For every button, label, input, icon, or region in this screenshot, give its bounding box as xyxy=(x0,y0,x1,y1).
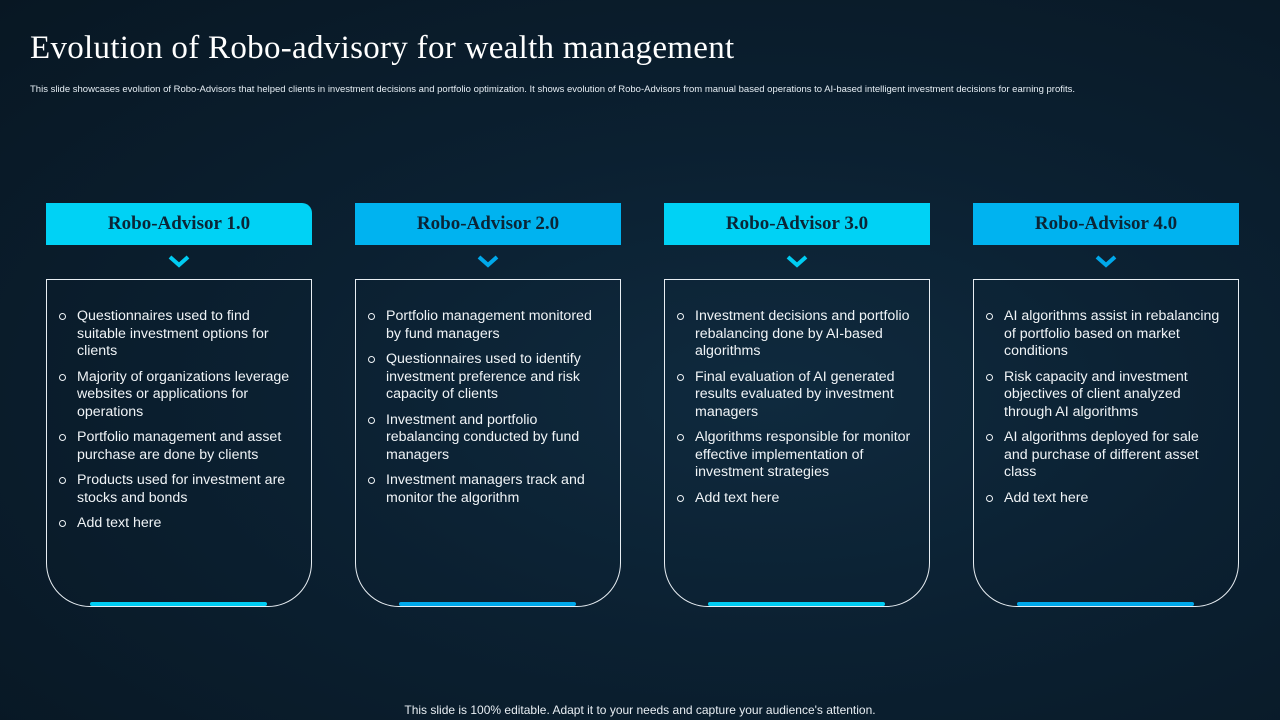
bullet-icon xyxy=(59,477,66,484)
card-accent-bar xyxy=(90,602,267,606)
card-item-list xyxy=(984,308,1226,515)
list-item xyxy=(366,412,608,465)
item-text: Products used for investment are stocks and bonds xyxy=(77,472,286,506)
footer-note: This slide is 100% editable. Adapt it to your needs and capture your audience's attention. xyxy=(404,703,876,717)
bullet-icon xyxy=(368,477,375,484)
card-item-list xyxy=(366,308,608,515)
list-item xyxy=(675,429,917,482)
item-text: Add text here xyxy=(1004,489,1089,506)
card-heading: Robo-Advisor 4.0 xyxy=(973,203,1239,245)
item-text: Investment managers track and monitor the algorithm xyxy=(386,472,585,506)
item-text: Add text here xyxy=(77,515,162,531)
list-item xyxy=(57,515,299,533)
list-item xyxy=(984,369,1226,422)
chevron-down-icon xyxy=(477,255,499,269)
robo-advisor-card-1 xyxy=(46,203,312,608)
item-text: Questionnaires used to identify investment preference and risk capacity of clients xyxy=(386,351,581,402)
list-item xyxy=(57,369,299,422)
bullet-icon xyxy=(368,356,375,363)
bullet-icon xyxy=(59,434,66,441)
list-item xyxy=(984,429,1226,482)
bullet-icon xyxy=(677,374,684,381)
bullet-icon xyxy=(677,434,684,441)
list-item xyxy=(57,472,299,507)
chevron-down-icon xyxy=(1095,255,1117,269)
card-body xyxy=(46,279,312,607)
item-text: Investment and portfolio rebalancing conducted by fund managers xyxy=(386,411,580,463)
bullet-icon xyxy=(59,520,66,527)
bullet-icon xyxy=(986,434,993,441)
item-text: Investment decisions and portfolio rebalancing done by AI-based algorithms xyxy=(695,308,910,359)
bullet-icon xyxy=(368,417,375,424)
item-text: Risk capacity and investment objectives of client analyzed through AI algorithms xyxy=(1004,368,1188,420)
chevron-down-icon xyxy=(168,255,190,269)
card-body xyxy=(664,279,930,607)
item-text: AI algorithms deployed for sale and purchase of different asset class xyxy=(1004,429,1199,480)
list-item xyxy=(984,490,1226,508)
list-item xyxy=(984,308,1226,361)
card-heading: Robo-Advisor 3.0 xyxy=(664,203,930,245)
item-text: Portfolio management monitored by fund managers xyxy=(386,308,592,342)
item-text: Final evaluation of AI generated results evaluated by investment managers xyxy=(695,368,895,420)
bullet-icon xyxy=(59,374,66,381)
card-accent-bar xyxy=(708,602,885,606)
item-text: Add text here xyxy=(695,489,780,506)
item-text: AI algorithms assist in rebalancing of portfolio based on market conditions xyxy=(1004,308,1220,359)
card-item-list xyxy=(57,308,299,541)
chevron-down-icon xyxy=(786,255,808,269)
list-item xyxy=(366,351,608,404)
bullet-icon xyxy=(986,374,993,381)
card-heading: Robo-Advisor 1.0 xyxy=(46,203,312,245)
bullet-icon xyxy=(986,495,993,502)
card-accent-bar xyxy=(1017,602,1194,606)
page-title: Evolution of Robo-advisory for wealth management xyxy=(30,30,735,66)
list-item xyxy=(57,308,299,361)
bullet-icon xyxy=(59,313,66,320)
item-text: Majority of organizations leverage websites or applications for operations xyxy=(77,368,290,420)
list-item xyxy=(366,472,608,507)
bullet-icon xyxy=(677,495,684,502)
card-heading: Robo-Advisor 2.0 xyxy=(355,203,621,245)
list-item xyxy=(366,308,608,343)
list-item xyxy=(57,429,299,464)
card-body xyxy=(973,279,1239,607)
card-item-list xyxy=(675,308,917,515)
card-accent-bar xyxy=(399,602,576,606)
robo-advisor-card-4 xyxy=(973,203,1239,608)
card-body xyxy=(355,279,621,607)
page-subtitle: This slide showcases evolution of Robo-Advisors that helped clients in investment decisions and portfolio optimization. It shows evolution of Robo-Advisors from manual based operations to AI-based intelligent investment decisions for earning profits. xyxy=(30,84,1076,95)
list-item xyxy=(675,369,917,422)
bullet-icon xyxy=(677,313,684,320)
list-item xyxy=(675,490,917,508)
robo-advisor-card-2 xyxy=(355,203,621,608)
robo-advisor-card-3 xyxy=(664,203,930,608)
item-text: Portfolio management and asset purchase are done by clients xyxy=(77,429,282,463)
list-item xyxy=(675,308,917,361)
item-text: Questionnaires used to find suitable investment options for clients xyxy=(77,308,269,359)
bullet-icon xyxy=(986,313,993,320)
bullet-icon xyxy=(368,313,375,320)
item-text: Algorithms responsible for monitor effective implementation of investment strategies xyxy=(695,429,911,480)
